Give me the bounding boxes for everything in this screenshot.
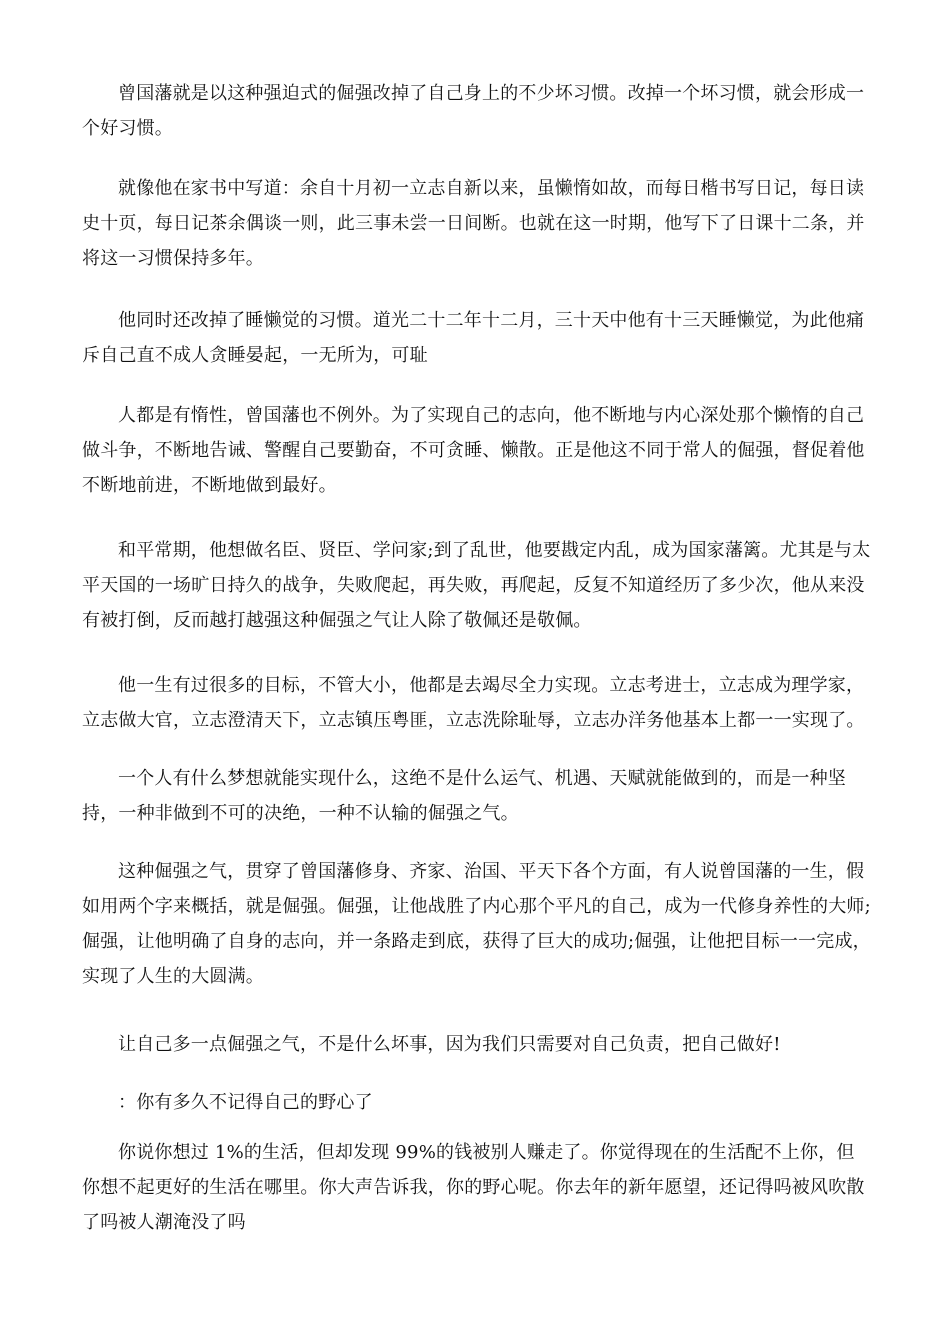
paragraph-7: 一个人有什么梦想就能实现什么，这绝不是什么运气、机遇、天赋就能做到的，而是一种坚持，一种非做到不可的决绝，一种不认输的倔强之气。 <box>82 768 846 824</box>
paragraph-3: 他同时还改掉了睡懒觉的习惯。道光二十二年十二月，三十天中他有十三天睡懒觉，为此他痛斥自己直不成人贪睡晏起，一无所为，可耻 <box>82 310 865 366</box>
paragraph-4: 人都是有惰性，曾国藩也不例外。为了实现自己的志向，他不断地与内心深处那个懒惰的自己做斗争，不断地告诫、警醒自己要勤奋，不可贪睡、懒散。正是他这不同于常人的倔强，督促着他不断地前进，不断地做到最好。 <box>82 405 865 496</box>
paragraph-1: 曾国藩就是以这种强迫式的倔强改掉了自己身上的不少坏习惯。改掉一个坏习惯，就会形成一个好习惯。 <box>82 83 865 139</box>
paragraph-2: 就像他在家书中写道：余自十月初一立志自新以来，虽懒惰如故，而每日楷书写日记，每日读史十页，每日记茶余偶谈一则，此三事未尝一日间断。也就在这一时期，他写下了日课十二条，并将这一习惯保持多年。 <box>82 178 865 269</box>
paragraph-8: 这种倔强之气，贯穿了曾国藩修身、齐家、治国、平天下各个方面，有人说曾国藩的一生，假如用两个字来概括，就是倔强。倔强，让他战胜了内心那个平凡的自己，成为一代修身养性的大师;倔强，让他明确了自身的志向，并一条路走到底，获得了巨大的成功;倔强，让他把目标一一完成，实现了人生的大圆满。 <box>82 861 871 987</box>
paragraph-9: 让自己多一点倔强之气，不是什么坏事，因为我们只需要对自己负责，把自己做好! <box>118 1034 781 1055</box>
paragraph-10: 你说你想过 1%的生活，但却发现 99%的钱被别人赚走了。你觉得现在的生活配不上你，但你想不起更好的生活在哪里。你大声告诉我，你的野心呢。你去年的新年愿望，还记得吗被风吹散了吗被人潮淹没了吗 <box>82 1142 865 1233</box>
paragraph-6: 他一生有过很多的目标，不管大小，他都是去竭尽全力实现。立志考进士，立志成为理学家，立志做大官，立志澄清天下，立志镇压粤匪，立志洗除耻辱，立志办洋务他基本上都一一实现了。 <box>82 675 865 731</box>
paragraph-5: 和平常期，他想做名臣、贤臣、学问家;到了乱世，他要戡定内乱，成为国家藩篱。尤其是与太平天国的一场旷日持久的战争，失败爬起，再失败，再爬起，反复不知道经历了多少次，他从来没有被打倒，反而越打越强这种倔强之气让人除了敬佩还是敬佩。 <box>82 540 871 631</box>
section-heading: ：你有多久不记得自己的野心了 <box>118 1092 373 1113</box>
